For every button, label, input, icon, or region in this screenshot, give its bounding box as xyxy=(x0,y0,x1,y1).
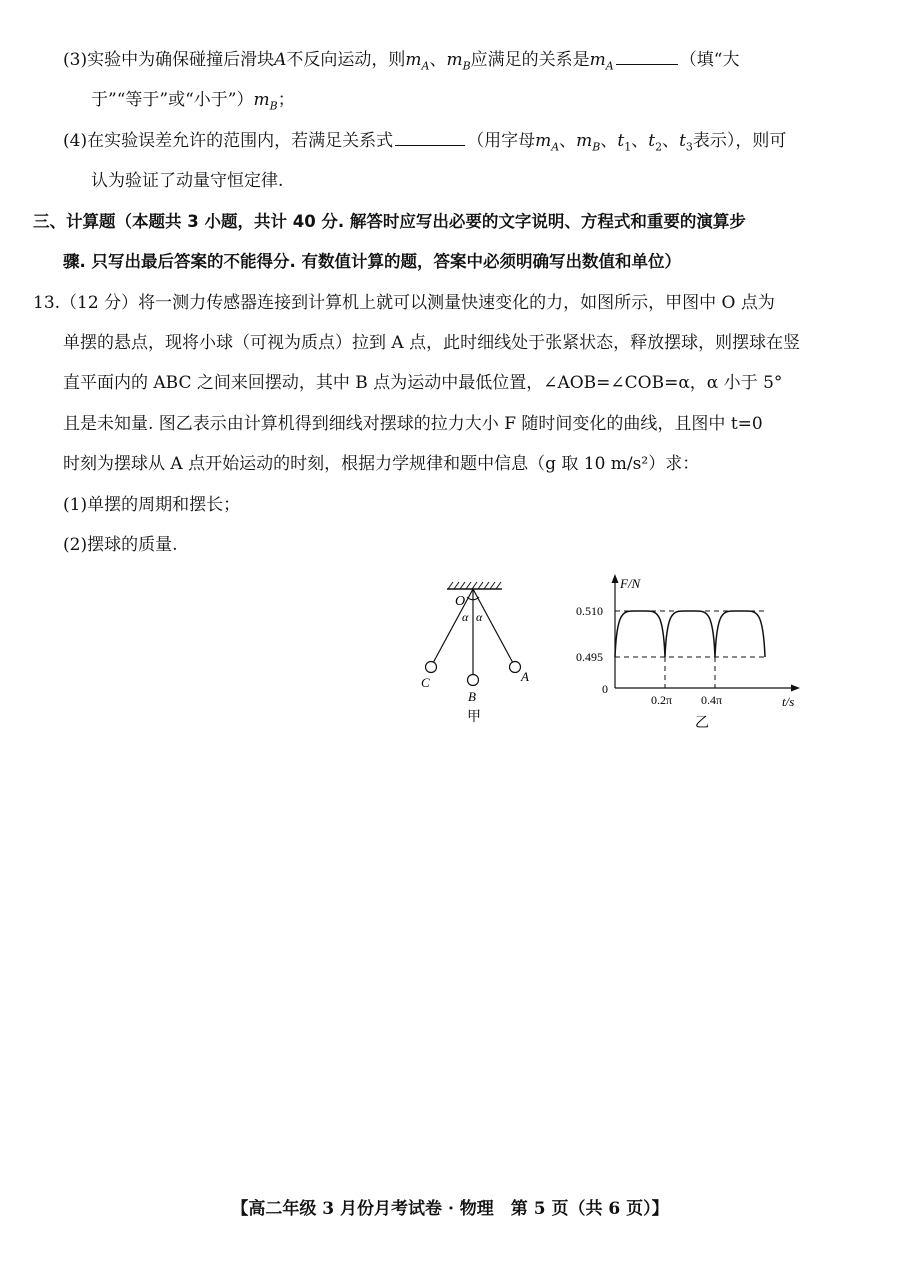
q4-sub: 3 xyxy=(685,140,693,154)
q3-var-m: m xyxy=(446,50,463,70)
section3-heading-line1: 三、计算题（本题共 3 小题，共计 40 分. 解答时应写出必要的文字说明、方程式和重要的演算步 xyxy=(33,212,746,231)
q3-var-m: m xyxy=(589,50,606,70)
q3-sub: B xyxy=(269,99,278,113)
x-tick-label-02pi: 0.2π xyxy=(651,693,673,707)
q4-var: t xyxy=(617,131,625,151)
y-axis-arrow xyxy=(612,574,619,583)
q3-var-A: A xyxy=(274,50,287,70)
ball-A xyxy=(510,662,521,673)
force-time-chart xyxy=(560,572,810,732)
label-A: A xyxy=(521,669,529,684)
section3-heading-line2: 骤. 只写出最后答案的不能得分. 有数值计算的题，答案中必须明确写出数值和单位） xyxy=(63,252,682,271)
y-axis-label: F/N xyxy=(620,576,641,591)
q4-sub: A xyxy=(551,140,560,154)
label-O: O xyxy=(455,594,466,609)
q4-var: m xyxy=(576,131,593,151)
pendulum-figure xyxy=(410,575,540,725)
label-C: C xyxy=(421,675,430,690)
q4-line2: 认为验证了动量守恒定律. xyxy=(91,171,284,191)
q4-var: t xyxy=(679,131,686,151)
q13-line4: 且是未知量. 图乙表示由计算机得到细线对摆球的拉力大小 F 随时间变化的曲线，且图中 t=0 xyxy=(63,414,763,434)
q4-sub: B xyxy=(592,140,601,154)
q3-sub: B xyxy=(462,59,471,73)
y-tick-label-0495: 0.495 xyxy=(576,650,603,664)
ball-C xyxy=(426,662,437,673)
q13-line2: 单摆的悬点，现将小球（可视为质点）拉到 A 点，此时细线处于张紧状态，释放摆球，则摆球在竖 xyxy=(63,333,801,353)
q13-line3: 直平面内的 ABC 之间来回摆动，其中 B 点为运动中最低位置，∠AOB=∠COB=α，α 小于 5° xyxy=(63,373,783,393)
q3-text: ； xyxy=(277,90,295,110)
q3-text: 于”“等于”或“小于”） xyxy=(91,90,254,110)
q13-line1: 13.（12 分）将一测力传感器连接到计算机上就可以测量快速变化的力，如图所示，甲图中 O 点为 xyxy=(33,293,775,313)
q4-text: (4)在实验误差允许的范围内，若满足关系式 xyxy=(63,131,394,151)
q3-sub: A xyxy=(421,59,430,73)
caption-jia: 甲 xyxy=(467,710,481,725)
q3-line1 xyxy=(63,48,739,78)
label-alpha-left: α xyxy=(462,610,469,624)
q4-sub: 1 xyxy=(624,140,632,154)
q13-sub2: (2)摆球的质量. xyxy=(63,535,178,555)
q3-text: （填“大 xyxy=(679,50,740,70)
q4-sub: 2 xyxy=(655,140,663,154)
q3-line2 xyxy=(91,88,295,118)
q4-var: t xyxy=(648,131,656,151)
q13-line5: 时刻为摆球从 A 点开始运动的时刻，根据力学规律和题中信息（g 取 10 m/s²）求： xyxy=(63,454,700,474)
ball-B xyxy=(468,675,479,686)
string-A xyxy=(473,589,513,663)
q4-text: （用字母 xyxy=(467,131,536,151)
ceiling-hatch xyxy=(448,582,501,589)
q4-line1 xyxy=(63,129,786,159)
label-alpha-right: α xyxy=(476,610,483,624)
q4-text: 表示），则可 xyxy=(692,131,787,151)
x-tick-label-04pi: 0.4π xyxy=(701,693,723,707)
q4-var: m xyxy=(535,131,552,151)
x-axis-arrow xyxy=(791,685,800,692)
answer-blank-q4[interactable] xyxy=(395,129,465,146)
q4-sep: 、 xyxy=(662,131,680,151)
q13-sub1: (1)单摆的周期和摆长； xyxy=(63,495,241,515)
caption-yi: 乙 xyxy=(695,716,709,731)
y-tick-label-0510: 0.510 xyxy=(576,604,603,618)
q3-sub: A xyxy=(605,59,614,73)
q3-sep: 、 xyxy=(429,50,447,70)
answer-blank-q3[interactable] xyxy=(616,48,678,65)
label-B: B xyxy=(468,689,476,704)
x-axis-label: t/s xyxy=(782,694,795,709)
q4-sep: 、 xyxy=(631,131,649,151)
q3-text: 不反向运动，则 xyxy=(286,50,406,70)
q4-sep: 、 xyxy=(600,131,618,151)
q4-sep: 、 xyxy=(559,131,577,151)
force-curve xyxy=(615,611,765,657)
q3-var-m: m xyxy=(405,50,422,70)
page-footer: 【高二年级 3 月份月考试卷 · 物理 第 5 页（共 6 页）】 xyxy=(231,1199,669,1219)
string-C xyxy=(433,589,473,663)
q3-var-m: m xyxy=(253,90,270,110)
q3-text: (3)实验中为确保碰撞后滑块 xyxy=(63,50,275,70)
q3-text: 应满足的关系是 xyxy=(470,50,590,70)
origin-label: 0 xyxy=(602,682,608,696)
